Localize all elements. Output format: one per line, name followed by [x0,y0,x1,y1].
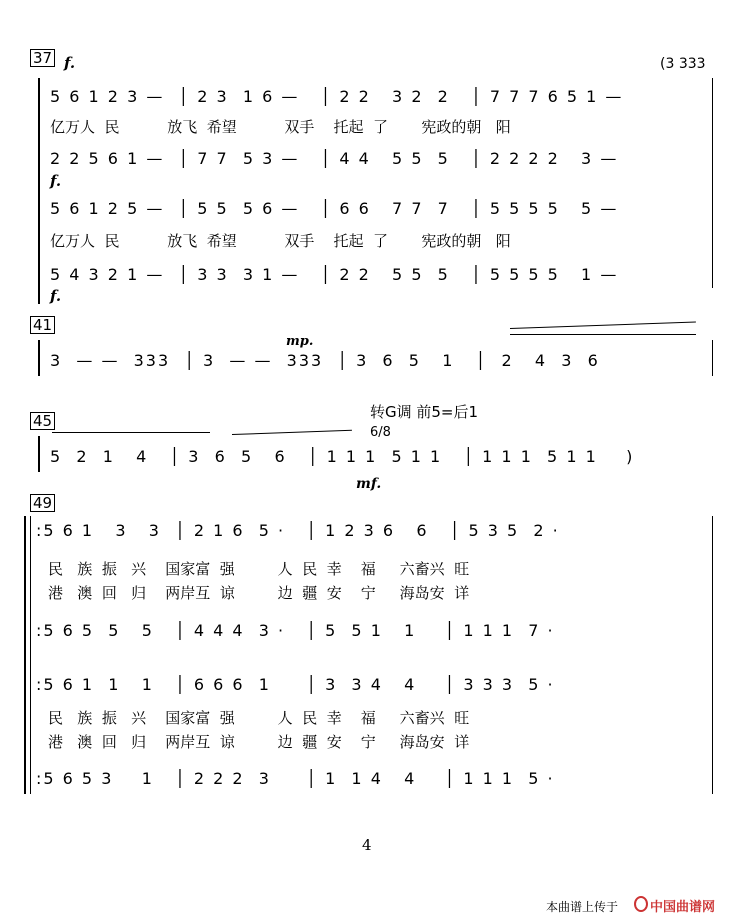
triplet-label: (3 333 [660,56,706,72]
crescendo-hairpin [232,430,352,435]
measure-number-45: 45 [30,412,55,430]
dynamic-mezzo-piano: mp. [286,334,314,349]
system-bracket [38,78,40,304]
dynamic-mezzo-forte: mf. [356,476,382,492]
soprano-lyrics: 亿万人 民 放飞 希望 双手 托起 了 宪政的朝 阳 [50,118,511,136]
alto-notes: :5 6 5 5 5 │ 4 4 4 3 · │ 5 5 1 1 │ 1 1 1 7 · [36,621,555,640]
dynamic-forte: f. [50,172,62,190]
measure-number-41: 41 [30,316,55,334]
page-number: 4 [362,836,372,854]
system-bracket [38,436,40,472]
soprano-notes: :5 6 1 3 3 │ 2 1 6 5 · │ 1 2 3 6 6 │ 5 3 5 2 · [36,521,560,540]
soprano-notes: 5 6 1 2 3 — │ 2 3 1 6 — │ 2 2 3 2 2 │ 7 7 7 6 5 1 — [50,87,624,106]
barline-end [712,340,713,376]
bass-notes: :5 6 5 3 1 │ 2 2 2 3 │ 1 1 4 4 │ 1 1 1 5 · [36,769,555,788]
bass-notes: 5 4 3 2 1 — │ 3 3 3 1 — │ 2 2 5 5 5 │ 5 5 5 5 1 — [50,265,619,284]
tenor-notes: 5 6 1 2 5 — │ 5 5 5 6 — │ 6 6 7 7 7 │ 5 5 5 5 5 — [50,199,619,218]
tenor-lyrics-verse2: 港 澳 回 归 两岸互 谅 边 疆 安 宁 海岛安 详 [48,733,470,751]
section2-notes: 3 — — 333 │ 3 — — 333 │ 3 6 5 1 │ 2 4 3 6 [50,351,600,370]
soprano-lyrics-verse1: 民 族 振 兴 国家富 强 人 民 幸 福 六畜兴 旺 [48,560,470,578]
measure-number-49: 49 [30,494,55,512]
tenor-lyrics-verse1: 民 族 振 兴 国家富 强 人 民 幸 福 六畜兴 旺 [48,709,470,727]
time-signature: 6/8 [370,425,391,440]
dynamic-forte: f. [64,54,76,72]
tenor-notes: :5 6 1 1 1 │ 6 6 6 1 │ 3 3 4 4 │ 3 3 3 5 · [36,675,555,694]
measure-number-37: 37 [30,49,55,67]
crescendo-hairpin [510,334,696,335]
system-bracket [38,340,40,376]
key-change: 转G调 前5=后1 [370,403,479,421]
alto-notes: 2 2 5 6 1 — │ 7 7 5 3 — │ 4 4 5 5 5 │ 2 2 2 2 3 — [50,149,619,168]
site-logo-text: 中国曲谱网 [650,900,716,915]
barline-end [712,78,713,288]
footer-text: 本曲谱上传于 [546,900,619,914]
system-bracket [24,516,26,794]
crescendo-hairpin [510,322,696,329]
tenor-lyrics: 亿万人 民 放飞 希望 双手 托起 了 宪政的朝 阳 [50,232,511,250]
site-logo-icon [634,896,648,912]
diminuendo-hairpin [52,432,210,433]
barline-end [712,516,713,794]
soprano-lyrics-verse2: 港 澳 回 归 两岸互 谅 边 疆 安 宁 海岛安 详 [48,584,470,602]
dynamic-forte: f. [50,287,62,305]
section3-notes: 5 2 1 4 │ 3 6 5 6 │ 1 1 1 5 1 1 │ 1 1 1 5 1 1 ) [50,447,635,466]
repeat-barline [30,516,31,794]
